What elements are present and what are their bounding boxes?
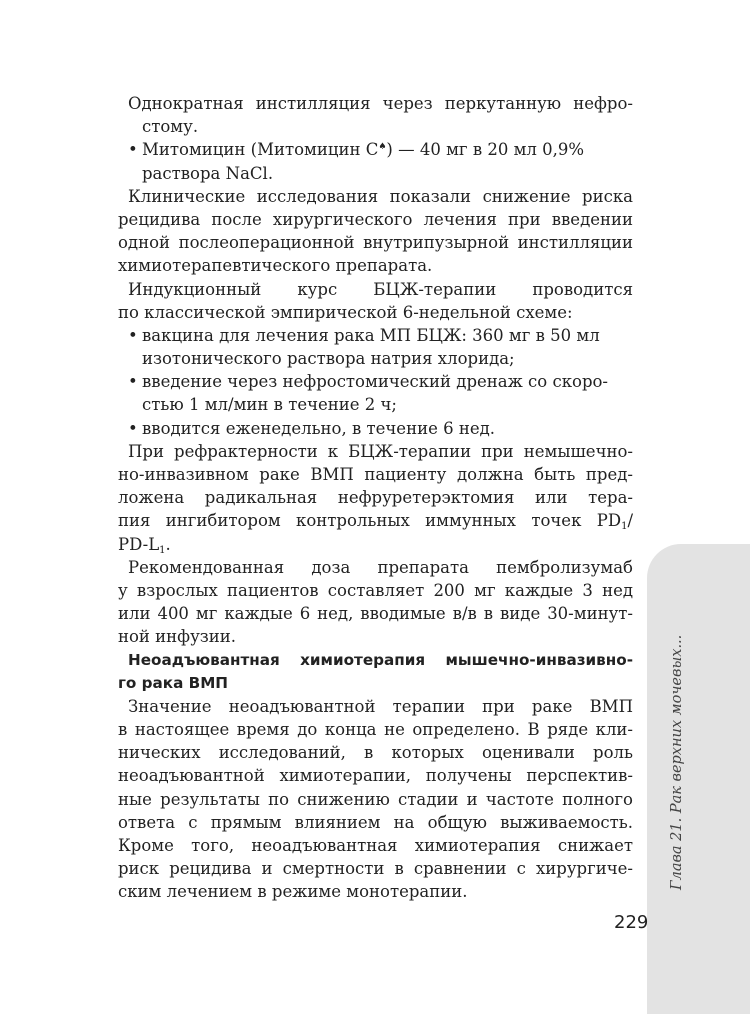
list-item: • вакцина для лечения рака МП БЦЖ: 360 мг в 50 мл [118, 324, 633, 347]
page-number: 229 [614, 912, 649, 933]
text-line: одной послеоперационной внутрипузырной инстилляции [118, 233, 633, 253]
text-line: риск рецидива и смертности в сравнении с хирургиче- [118, 859, 633, 879]
list-item: • введение через нефростомический дренаж со скоро- [118, 370, 633, 393]
text-line: раствора NaCl. [142, 163, 274, 183]
text-line: по классической эмпирической 6-недельной схеме: [118, 302, 573, 322]
text-line: нических исследований, в которых оценивали роль [118, 743, 633, 763]
section-heading: Неоадъювантная химиотерапия мышечно-инвазивно- [128, 650, 633, 669]
text-line: химиотерапевтического препарата. [118, 256, 433, 276]
text-line: Кроме того, неоадъювантная химиотерапия снижает [118, 836, 633, 855]
page-body [118, 92, 633, 904]
text-line: Значение неоадъювантной терапии при раке ВМП [128, 696, 633, 716]
text-line: стью 1 мл/мин в течение 2 ч; [142, 395, 397, 415]
text-line: или 400 мг каждые 6 нед, вводимые в/в в виде 30-минут- [118, 604, 633, 624]
text-line: в настоящее время до конца не определено. В ряде кли- [118, 720, 633, 740]
text-line: изотонического раствора натрия хлорида; [142, 349, 515, 369]
text-line: Индукционный курс БЦЖ-терапии проводится [128, 279, 633, 299]
text-line: но-инвазивном раке ВМП пациенту должна быть пред- [118, 465, 633, 484]
text-line: $PD-L_1$. [118, 534, 171, 556]
list-item: • Митомицин (Митомицин С♠) — 40 мг в 20 мл 0,9% [118, 138, 633, 161]
section-heading: го рака ВМП [118, 673, 229, 692]
bullet: • [128, 140, 138, 160]
text-line: неоадъювантной химиотерапии, получены перспектив- [118, 766, 633, 786]
text-line: ским лечением в режиме монотерапии. [118, 882, 468, 902]
text-line: Рекомендованная доза препарата пембролизумаб [128, 557, 633, 577]
text-line: Однократная инстилляция через перкутанную нефро- [128, 94, 633, 113]
text-line: ной инфузии. [118, 627, 237, 647]
chapter-side-tab [647, 544, 750, 1014]
bullet: • [128, 325, 138, 345]
text-line: стому. [142, 117, 199, 137]
text-line: у взрослых пациентов составляет 200 мг каждые 3 нед [118, 580, 633, 600]
text-line: При рефрактерности к БЦЖ-терапии при немышечно- [128, 441, 633, 461]
list-item: • вводится еженедельно, в течение 6 нед. [118, 417, 633, 440]
text-line: ные результаты по снижению стадии и частоте полного [118, 789, 633, 809]
bullet: • [128, 372, 138, 392]
text-line: рецидива после хирургического лечения при введении [118, 209, 633, 229]
text-line: ложена радикальная нефруретерэктомия или тера- [118, 488, 633, 508]
text-line: пия ингибитором контрольных иммунных точек $PD_1/$ [118, 511, 633, 533]
bullet: • [128, 418, 138, 438]
text-line: Клинические исследования показали снижение риска [128, 186, 633, 206]
chapter-running-title: Глава 21. Рак верхних мочевых... [669, 634, 685, 890]
text-line: ответа с прямым влиянием на общую выживаемость. [118, 812, 633, 832]
